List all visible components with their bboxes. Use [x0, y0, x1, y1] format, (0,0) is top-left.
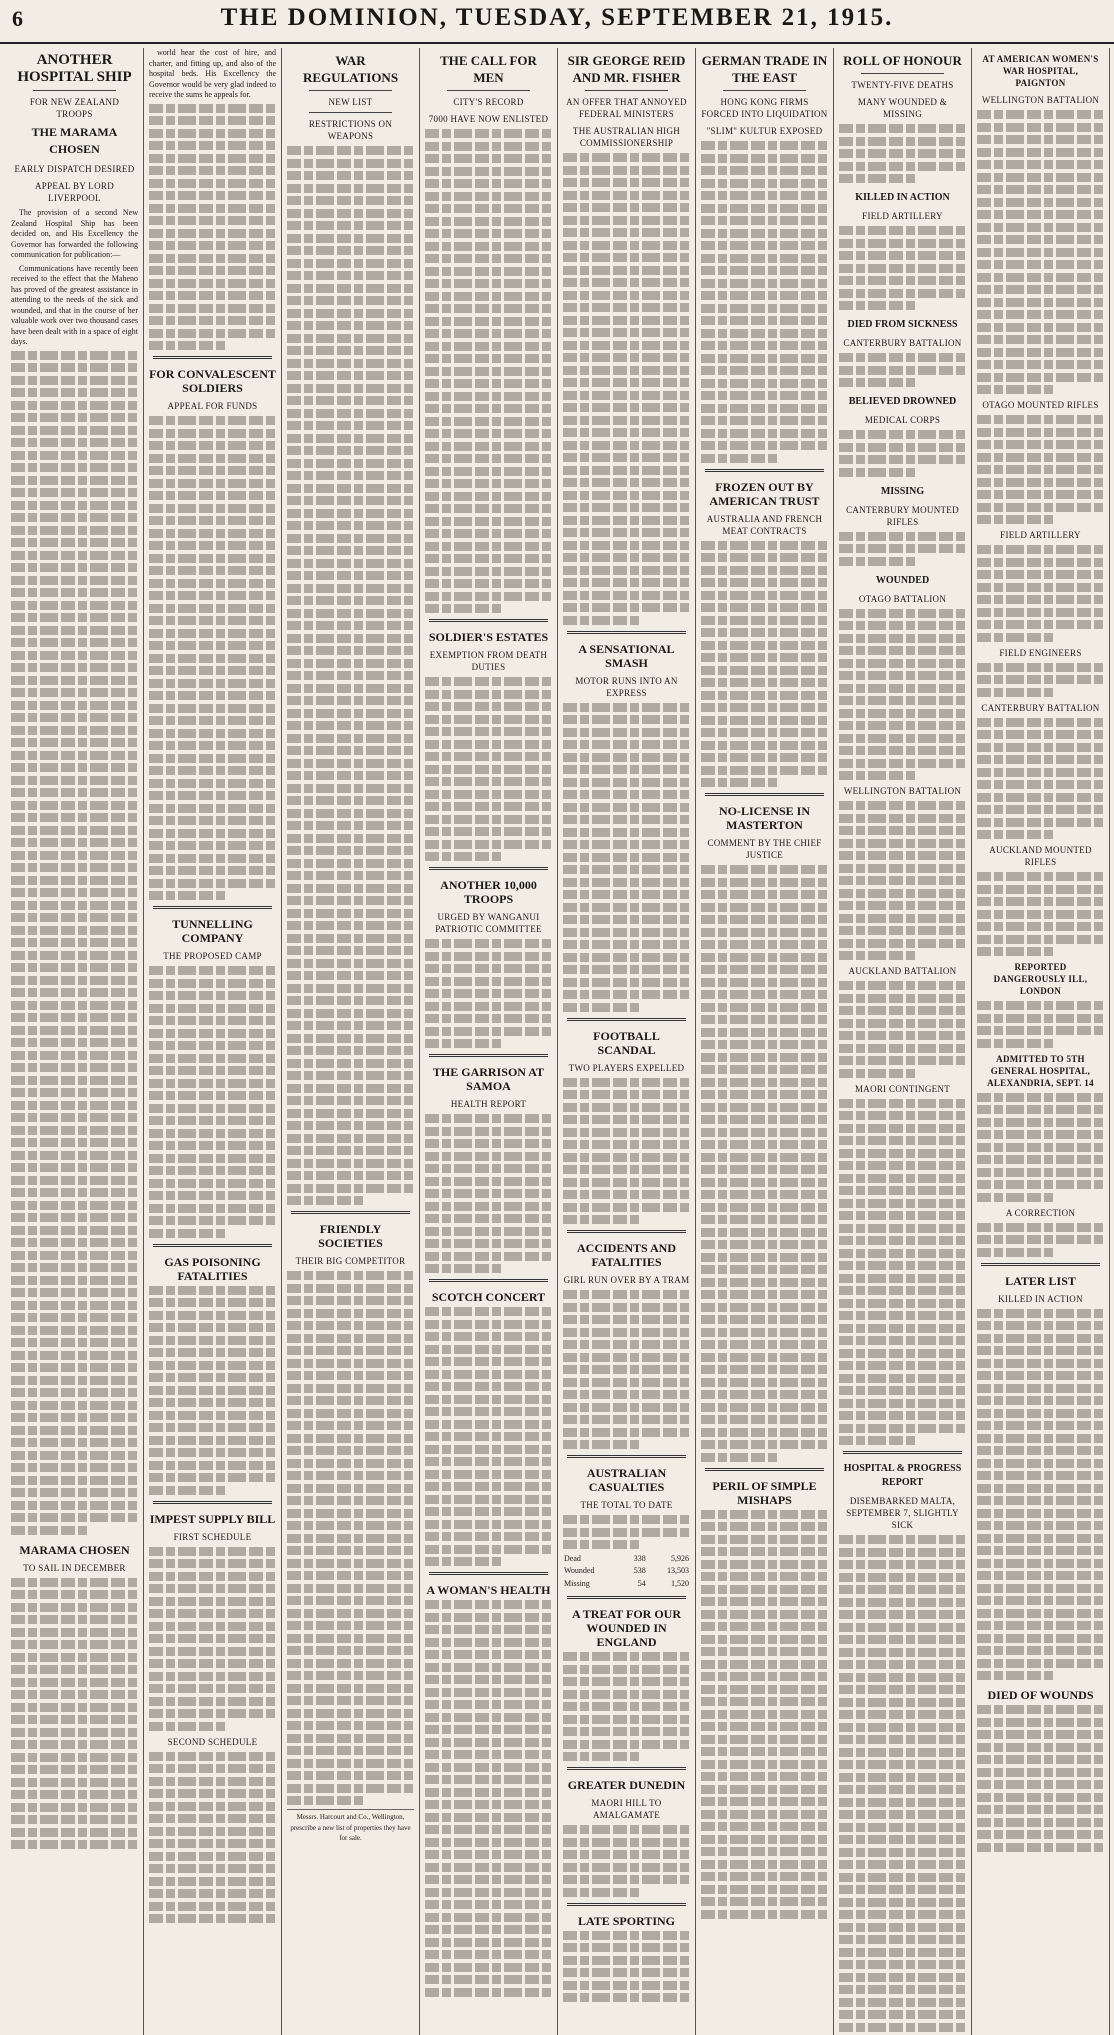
section-heading: THE GARRISON AT SAMOA	[432, 1065, 545, 1093]
section-heading: A WOMAN'S HEALTH	[426, 1583, 551, 1597]
newspaper-title: THE DOMINION, TUESDAY, SEPTEMBER 21, 1915.	[220, 4, 894, 31]
section-heading: FRIENDLY SOCIETIES	[318, 1222, 383, 1250]
subhead: WELLINGTON BATTALION	[981, 95, 1100, 105]
subhead: 7000 HAVE NOW ENLISTED	[428, 114, 549, 124]
table-row: Missing 54 1,520	[564, 1578, 689, 1588]
column-3	[282, 48, 420, 2035]
subhead: WELLINGTON BATTALION	[843, 786, 962, 796]
section-heading: FROZEN OUT BY AMERICAN TRUST	[709, 479, 820, 508]
section-heading: NO-LICENSE IN MASTERTON	[718, 804, 811, 832]
section-heading: HOSPITAL & PROGRESS REPORT	[843, 1463, 962, 1488]
subhead: CANTERBURY MOUNTED RIFLES	[846, 504, 959, 527]
table-row: Dead 338 5,926	[564, 1553, 689, 1563]
subhead: OTAGO MOUNTED RIFLES	[982, 400, 1099, 410]
subhead: GIRL RUN OVER BY A TRAM	[563, 1275, 690, 1285]
subhead: MANY WOUNDED & MISSING	[857, 97, 948, 119]
subhead: URGED BY WANGANUI PATRIOTIC COMMITTEE	[435, 912, 542, 934]
subhead: AT AMERICAN WOMEN'S WAR HOSPITAL, PAIGNTON	[982, 54, 1099, 88]
column-2	[144, 48, 282, 2035]
section-heading: LATE SPORTING	[577, 1913, 676, 1928]
section-heading: FOR CONVALESCENT SOLDIERS	[149, 367, 276, 395]
subhead: AN OFFER THAT ANNOYED FEDERAL MINISTERS	[566, 97, 687, 119]
column-6	[696, 48, 834, 2035]
section-heading: PERIL OF SIMPLE MISHAPS	[712, 1478, 817, 1507]
subhead: NEW LIST	[328, 97, 373, 107]
headline-roll-of-honour: ROLL OF HONOUR	[843, 53, 962, 68]
subhead: CANTERBURY BATTALION	[981, 702, 1100, 713]
subhead: RESTRICTIONS ON WEAPONS	[308, 119, 393, 141]
section-heading: SCOTCH CONCERT	[431, 1290, 546, 1304]
subhead: THE AUSTRALIAN HIGH COMMISSIONERSHIP	[572, 126, 681, 148]
subhead: HEALTH REPORT	[450, 1099, 527, 1109]
subhead: CANTERBURY BATTALION	[843, 338, 962, 348]
subhead: ADMITTED TO 5TH GENERAL HOSPITAL, ALEXANDRIA, SEPT. 14	[987, 1053, 1094, 1088]
section-heading: SOLDIER'S ESTATES	[428, 630, 549, 644]
table-row: Wounded 538 13,503	[564, 1566, 689, 1575]
subhead: MOTOR RUNS INTO AN EXPRESS	[575, 675, 678, 698]
column-8	[972, 48, 1110, 2035]
section-heading: ANOTHER 10,000 TROOPS	[440, 878, 537, 906]
subhead: FIELD ARTILLERY	[1000, 530, 1081, 540]
section-heading: GAS POISONING FATALITIES	[164, 1254, 261, 1283]
section-heading: LATER LIST	[1005, 1273, 1076, 1288]
news-columns	[6, 48, 1110, 1928]
subhead: DISEMBARKED MALTA, SEPTEMBER 7, SLIGHTLY SICK	[846, 1496, 959, 1530]
subhead: A CORRECTION	[1005, 1207, 1076, 1218]
subhead: FIELD ARTILLERY	[862, 211, 943, 221]
subhead: MAORI HILL TO AMALGAMATE	[591, 1798, 662, 1820]
subhead: "SLIM" KULTUR EXPOSED	[706, 126, 823, 136]
subhead: HONG KONG FIRMS FORCED INTO LIQUIDATION	[701, 97, 828, 119]
section-heading: AUSTRALIAN CASUALTIES	[586, 1466, 667, 1494]
headline-war-regulations: WAR REGULATIONS	[302, 53, 399, 85]
section-heading: WOUNDED	[875, 574, 930, 586]
section-heading: IMPEST SUPPLY BILL	[149, 1511, 276, 1526]
subhead: REPORTED DANGEROUSLY ILL, LONDON	[993, 962, 1088, 996]
section-heading: A SENSATIONAL SMASH	[578, 641, 675, 670]
section-heading: GREATER DUNEDIN	[567, 1778, 686, 1792]
subhead: CITY'S RECORD	[453, 97, 524, 107]
section-heading: MARAMA CHOSEN	[19, 1542, 130, 1557]
section-heading: MISSING	[880, 485, 925, 497]
subhead: FOR NEW ZEALAND TROOPS	[29, 97, 120, 119]
article-text: The provision of a second New Zealand Hospital Ship has been decided on, and His Excellency the Governor has forwarded the following communication for publication:—	[11, 208, 138, 259]
headline-german-trade: GERMAN TRADE IN THE EAST	[701, 53, 828, 85]
subhead: THEIR BIG COMPETITOR	[295, 1256, 406, 1266]
subhead: MAORI CONTINGENT	[854, 1083, 951, 1094]
page-number: 6	[12, 6, 23, 31]
section-heading: TUNNELLING COMPANY	[172, 917, 253, 945]
subhead: SECOND SCHEDULE	[167, 1736, 258, 1747]
headline-hospital-ship: ANOTHER HOSPITAL SHIP	[17, 52, 132, 85]
masthead	[0, 0, 1114, 44]
section-heading: BELIEVED DROWNED	[848, 396, 957, 407]
subhead: EARLY DISPATCH DESIRED	[14, 164, 135, 174]
subhead: THE TOTAL TO DATE	[580, 1500, 673, 1510]
section-heading: DIED OF WOUNDS	[987, 1688, 1094, 1702]
section-heading: KILLED IN ACTION	[855, 192, 950, 203]
subhead: OTAGO BATTALION	[858, 593, 947, 604]
subhead: APPEAL BY LORD LIVERPOOL	[34, 181, 115, 203]
subhead: APPEAL FOR FUNDS	[167, 401, 258, 411]
subhead: FIRST SCHEDULE	[173, 1531, 252, 1542]
casualty-table	[563, 1553, 690, 1591]
subhead: EXEMPTION FROM DEATH DUTIES	[429, 650, 548, 672]
section-heading: ACCIDENTS AND FATALITIES	[576, 1241, 677, 1269]
subhead: AUSTRALIA AND FRENCH MEAT CONTRACTS	[706, 513, 823, 536]
subhead: THE PROPOSED CAMP	[163, 951, 262, 961]
subhead: TWENTY-FIVE DEATHS	[851, 80, 954, 90]
subhead: THE MARAMA CHOSEN	[31, 125, 118, 156]
section-heading: DIED FROM SICKNESS	[847, 319, 958, 330]
section-heading: FOOTBALL SCANDAL	[593, 1028, 660, 1057]
subhead: TO SAIL IN DECEMBER	[23, 1562, 126, 1573]
section-heading: A TREAT FOR OUR WOUNDED IN ENGLAND	[571, 1607, 682, 1649]
headline-call-for-men: THE CALL FOR MEN	[440, 53, 537, 85]
article-text: world hear the cost of hire, and charter, and fitting up, and also of the hospital beds. His Excellency the Governor would be very glad indeed to receive the sums he appeals for.	[149, 48, 276, 99]
subhead: AUCKLAND BATTALION	[848, 966, 957, 976]
column-5	[558, 48, 696, 2035]
subhead: AUCKLAND MOUNTED RIFLES	[989, 845, 1092, 867]
headline-reid-fisher: SIR GEORGE REID AND MR. FISHER	[567, 53, 686, 85]
subhead: KILLED IN ACTION	[998, 1293, 1083, 1304]
advertisement-note: Messrs. Harcourt and Co., Wellington, prescribe a new list of properties they have for sale.	[287, 1809, 414, 1844]
column-1	[6, 48, 144, 2035]
subhead: COMMENT BY THE CHIEF JUSTICE	[707, 838, 822, 860]
subhead: FIELD ENGINEERS	[999, 647, 1082, 658]
subhead: MEDICAL CORPS	[864, 415, 941, 425]
subhead: TWO PLAYERS EXPELLED	[568, 1062, 685, 1073]
column-4	[420, 48, 558, 2035]
article-text: Communications have recently been received to the effect that the Maheno has proved of the greatest assistance in attending to the needs of the sick and wounded, and that in the course of her valuable work over two thousand cases have been dealt with in a space of eight days.	[11, 263, 138, 346]
column-7	[834, 48, 972, 2035]
